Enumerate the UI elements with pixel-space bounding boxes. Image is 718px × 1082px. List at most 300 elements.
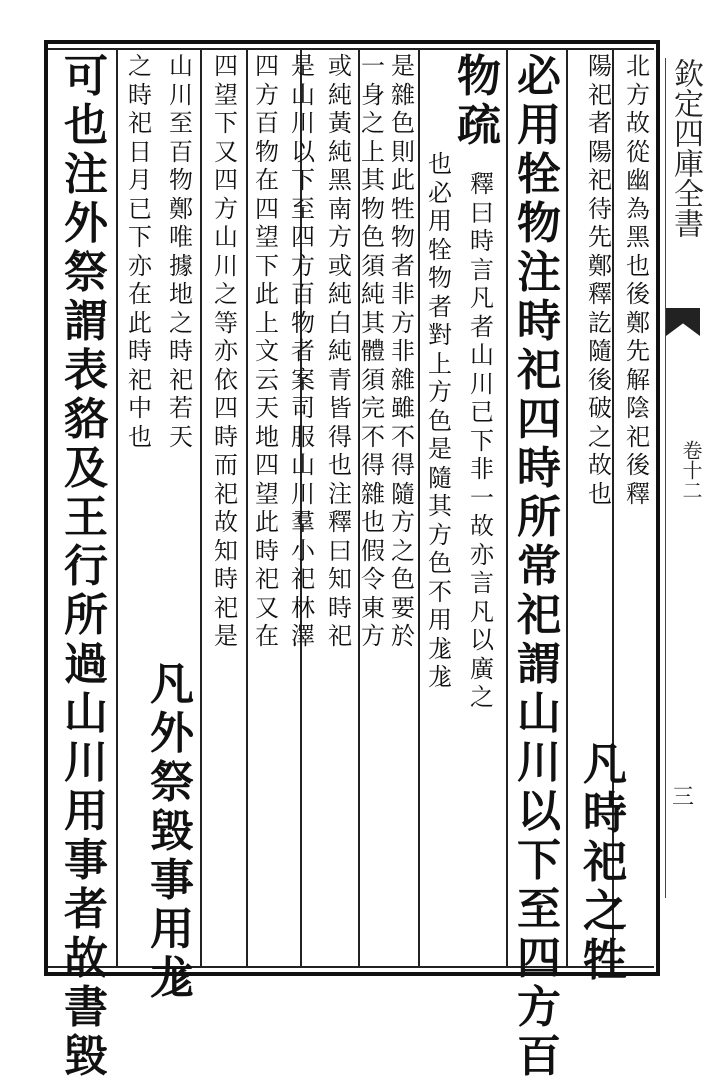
- text-char: 之: [391, 536, 415, 565]
- text-char: 幽: [626, 166, 650, 194]
- text-char: 陰: [626, 394, 650, 422]
- text-char: 文: [255, 337, 279, 365]
- text-char: 故: [64, 933, 108, 984]
- text-char: 時: [255, 536, 279, 565]
- text-char: 尨: [428, 634, 452, 663]
- column-rule: [200, 48, 202, 966]
- text-char: 等: [214, 308, 238, 337]
- text-char: 南: [328, 194, 352, 223]
- text-char: 以: [517, 786, 561, 837]
- volume-label: 卷十二: [679, 440, 703, 500]
- text-char: 上: [428, 349, 452, 378]
- text-char: 云: [255, 365, 279, 394]
- text-char: 方: [214, 194, 238, 223]
- text-char: 用: [64, 786, 108, 837]
- text-char: 時: [128, 337, 152, 365]
- text-char: 故: [626, 109, 650, 137]
- text-char: 及: [64, 443, 108, 494]
- text-char: 謂: [64, 296, 108, 347]
- text-char: 山: [64, 688, 108, 739]
- text-char: 時: [328, 593, 352, 622]
- text-char: 者: [391, 251, 415, 280]
- text-char: 為: [626, 194, 650, 223]
- text-char: 物: [517, 198, 561, 249]
- text-char: 川: [169, 80, 193, 109]
- text-char: 四: [517, 394, 561, 445]
- text-char: 日: [128, 137, 152, 166]
- text-char: 下: [214, 109, 238, 137]
- page-number: 三: [672, 785, 695, 810]
- text-char: 隨: [428, 463, 452, 492]
- text-char: 百: [169, 137, 193, 166]
- text-char: 以: [291, 137, 315, 166]
- text-char: 色: [391, 565, 415, 593]
- text-char: 在: [255, 166, 279, 194]
- text-char: 純: [328, 137, 352, 166]
- text-char: 後: [588, 365, 612, 394]
- text-char: 不: [428, 577, 452, 606]
- text-char: 疏: [457, 100, 501, 151]
- text-char: 之: [583, 886, 627, 937]
- text-char: 此: [391, 166, 415, 194]
- text-char: 物: [428, 264, 452, 292]
- text-char: 王: [64, 492, 108, 543]
- text-char: 此: [255, 280, 279, 308]
- text-char: 假: [361, 536, 385, 565]
- text-char: 知: [214, 536, 238, 565]
- text-char: 鄭: [169, 194, 193, 223]
- text-column-6: [460, 170, 504, 966]
- text-char: 時: [470, 227, 494, 255]
- text-char: 方: [255, 80, 279, 109]
- text-char: 牷: [517, 149, 561, 200]
- text-char: 方: [428, 378, 452, 406]
- text-char: 望: [255, 223, 279, 251]
- text-char: 至: [517, 884, 561, 935]
- text-column-16: [122, 52, 158, 966]
- text-char: 一: [361, 52, 385, 80]
- text-char: 要: [391, 593, 415, 622]
- text-char: 者: [470, 312, 494, 341]
- text-char: 待: [588, 194, 612, 223]
- text-char: 司: [291, 394, 315, 422]
- text-char: 亦: [128, 251, 152, 280]
- text-char: 雖: [391, 394, 415, 422]
- text-char: 須: [361, 365, 385, 394]
- text-char: 隨: [391, 479, 415, 508]
- text-char: 凡: [583, 739, 627, 790]
- text-char: 訖: [588, 308, 612, 337]
- text-char: 後: [626, 280, 650, 308]
- text-char: 完: [361, 394, 385, 422]
- text-char: 色: [428, 406, 452, 435]
- text-char: 先: [588, 223, 612, 251]
- text-char: 或: [328, 52, 352, 80]
- text-char: 得: [328, 422, 352, 451]
- text-char: 又: [214, 137, 238, 166]
- text-char: 謂: [517, 639, 561, 690]
- text-char: 黃: [328, 109, 352, 137]
- text-char: 從: [626, 137, 650, 166]
- text-char: 上: [361, 137, 385, 166]
- text-char: 純: [328, 80, 352, 109]
- text-char: 黑: [626, 223, 650, 251]
- text-column-4: [512, 51, 566, 1082]
- text-column-3: [574, 739, 636, 986]
- text-char: 案: [291, 365, 315, 394]
- text-char: 方: [391, 508, 415, 536]
- text-column-9: [358, 52, 388, 966]
- text-char: 物: [361, 194, 385, 223]
- text-char: 其: [361, 308, 385, 337]
- text-char: 身: [361, 80, 385, 109]
- text-char: 四: [255, 451, 279, 479]
- text-char: 時: [517, 443, 561, 494]
- text-column-17: [56, 51, 116, 1082]
- text-char: 陽: [588, 137, 612, 166]
- text-char: 北: [626, 52, 650, 80]
- text-char: 時: [214, 422, 238, 451]
- text-char: 不: [361, 422, 385, 451]
- text-char: 事: [64, 835, 108, 886]
- text-char: 在: [128, 280, 152, 308]
- text-char: 青: [328, 365, 352, 394]
- text-char: 用: [428, 606, 452, 634]
- text-char: 陽: [588, 52, 612, 80]
- text-char: 一: [470, 483, 494, 512]
- text-char: 祀: [128, 365, 152, 394]
- text-char: 祀: [214, 479, 238, 508]
- text-char: 黑: [328, 166, 352, 194]
- text-char: 在: [255, 622, 279, 650]
- text-char: 用: [517, 100, 561, 151]
- text-char: 川: [517, 737, 561, 788]
- text-char: 也: [428, 150, 452, 178]
- text-char: 色: [391, 109, 415, 137]
- text-char: 注: [328, 479, 352, 508]
- text-char: 物: [169, 166, 193, 194]
- text-char: 此: [255, 508, 279, 536]
- text-char: 解: [626, 365, 650, 394]
- text-char: 川: [64, 737, 108, 788]
- text-char: 也: [588, 479, 612, 508]
- column-rule: [116, 48, 118, 966]
- text-char: 天: [255, 394, 279, 422]
- text-char: 方: [626, 80, 650, 109]
- text-char: 方: [517, 982, 561, 1033]
- text-char: 對: [428, 321, 452, 349]
- text-char: 釋: [328, 508, 352, 536]
- text-char: 時: [214, 565, 238, 593]
- text-char: 於: [391, 622, 415, 650]
- text-column-10: [322, 52, 358, 966]
- text-char: 其: [428, 492, 452, 520]
- text-char: 物: [391, 223, 415, 251]
- text-char: 下: [255, 251, 279, 280]
- text-char: 時: [128, 80, 152, 109]
- text-char: 曰: [328, 536, 352, 565]
- text-char: 月: [128, 166, 152, 194]
- text-char: 所: [517, 492, 561, 543]
- text-char: 言: [470, 569, 494, 597]
- column-rule: [506, 48, 508, 966]
- text-char: 過: [64, 639, 108, 690]
- text-char: 祀: [214, 593, 238, 622]
- text-char: 行: [64, 541, 108, 592]
- book-title: 欽定四庫全書: [668, 58, 703, 238]
- text-char: 至: [291, 194, 315, 223]
- text-char: 得: [361, 451, 385, 479]
- text-char: 唯: [169, 223, 193, 251]
- text-char: 祀: [517, 345, 561, 396]
- text-char: 注: [64, 149, 108, 200]
- text-char: 百: [517, 1031, 561, 1082]
- text-char: 非: [391, 280, 415, 308]
- text-char: 小: [291, 536, 315, 565]
- text-char: 凡: [150, 659, 194, 710]
- text-char: 山: [214, 223, 238, 251]
- text-char: 祀: [291, 565, 315, 593]
- text-char: 知: [328, 565, 352, 593]
- text-char: 鄭: [588, 251, 612, 280]
- text-char: 貉: [64, 394, 108, 445]
- text-char: 據: [169, 251, 193, 280]
- text-char: 是: [291, 52, 315, 80]
- text-char: 物: [255, 137, 279, 166]
- text-char: 之: [169, 308, 193, 337]
- text-char: 時: [169, 337, 193, 365]
- text-column-13: [206, 52, 246, 966]
- text-char: 祀: [128, 109, 152, 137]
- text-char: 雜: [391, 365, 415, 394]
- text-char: 故: [214, 508, 238, 536]
- text-char: 是: [214, 622, 238, 650]
- text-char: 川: [291, 109, 315, 137]
- text-char: 祀: [583, 837, 627, 888]
- text-char: 尨: [428, 663, 452, 691]
- text-char: 澤: [291, 622, 315, 650]
- text-char: 山: [517, 688, 561, 739]
- text-char: 不: [391, 422, 415, 451]
- text-char: 雜: [391, 80, 415, 109]
- text-char: 山: [291, 80, 315, 109]
- text-column-8: [388, 52, 418, 966]
- text-char: 皆: [328, 394, 352, 422]
- text-char: 祀: [169, 365, 193, 394]
- text-char: 廣: [470, 654, 494, 683]
- text-char: 之: [214, 280, 238, 308]
- text-char: 方: [428, 520, 452, 549]
- text-char: 祀: [626, 422, 650, 451]
- text-char: 而: [214, 451, 238, 479]
- text-char: 凡: [470, 597, 494, 626]
- text-char: 山: [169, 52, 193, 80]
- text-column-12: [250, 52, 284, 966]
- text-char: 非: [470, 455, 494, 483]
- text-char: 上: [255, 308, 279, 337]
- text-char: 色: [428, 549, 452, 577]
- text-char: 必: [428, 178, 452, 207]
- text-char: 四: [214, 166, 238, 194]
- text-char: 祀: [588, 80, 612, 109]
- text-char: 百: [291, 280, 315, 308]
- text-char: 純: [328, 337, 352, 365]
- text-char: 也: [128, 422, 152, 451]
- text-char: 又: [255, 593, 279, 622]
- text-char: 故: [588, 451, 612, 479]
- text-char: 鄭: [626, 308, 650, 337]
- text-char: 下: [517, 835, 561, 886]
- column-rule: [246, 48, 248, 966]
- text-char: 或: [328, 251, 352, 280]
- text-char: 祭: [150, 757, 194, 808]
- text-char: 是: [391, 52, 415, 80]
- text-char: 釋: [626, 479, 650, 508]
- text-char: 時: [583, 788, 627, 839]
- text-char: 言: [470, 255, 494, 284]
- text-char: 體: [361, 337, 385, 365]
- text-char: 川: [291, 479, 315, 508]
- text-char: 下: [470, 426, 494, 455]
- text-char: 百: [255, 109, 279, 137]
- text-char: 之: [128, 52, 152, 80]
- text-char: 山: [291, 451, 315, 479]
- text-char: 注: [517, 247, 561, 298]
- text-char: 方: [291, 251, 315, 280]
- text-char: 書: [64, 982, 108, 1033]
- text-char: 用: [150, 904, 194, 955]
- text-char: 外: [150, 708, 194, 759]
- text-char: 之: [588, 422, 612, 451]
- text-char: 天: [169, 422, 193, 451]
- text-char: 中: [128, 394, 152, 422]
- text-char: 祀: [588, 166, 612, 194]
- text-char: 林: [291, 593, 315, 622]
- text-char: 牷: [428, 235, 452, 264]
- text-char: 可: [64, 51, 108, 102]
- text-char: 雜: [361, 479, 385, 508]
- text-char: 後: [626, 451, 650, 479]
- text-char: 常: [517, 541, 561, 592]
- text-char: 已: [128, 194, 152, 223]
- text-char: 山: [470, 341, 494, 369]
- text-char: 破: [588, 394, 612, 422]
- text-char: 也: [328, 451, 352, 479]
- text-char: 服: [291, 422, 315, 451]
- text-char: 四: [517, 933, 561, 984]
- text-char: 故: [470, 512, 494, 540]
- text-char: 外: [64, 198, 108, 249]
- text-char: 用: [428, 207, 452, 235]
- text-char: 者: [64, 884, 108, 935]
- text-char: 四: [255, 52, 279, 80]
- text-char: 方: [391, 308, 415, 337]
- text-char: 曰: [470, 198, 494, 227]
- text-char: 是: [428, 435, 452, 463]
- text-char: 四: [291, 223, 315, 251]
- text-char: 表: [64, 345, 108, 396]
- text-char: 物: [457, 51, 501, 102]
- top-rule: [48, 48, 654, 50]
- text-char: 至: [169, 109, 193, 137]
- text-char: 也: [626, 251, 650, 280]
- text-char: 川: [470, 369, 494, 398]
- text-column-7: [420, 150, 460, 966]
- text-char: 物: [291, 308, 315, 337]
- text-char: 亦: [214, 337, 238, 365]
- text-char: 下: [291, 166, 315, 194]
- text-char: 祀: [255, 565, 279, 593]
- text-char: 毀: [64, 1031, 108, 1082]
- text-char: 下: [128, 223, 152, 251]
- text-char: 此: [128, 308, 152, 337]
- text-char: 亦: [470, 540, 494, 569]
- text-char: 之: [361, 109, 385, 137]
- text-char: 隨: [588, 337, 612, 365]
- text-char: 者: [428, 292, 452, 321]
- text-char: 祭: [64, 247, 108, 298]
- text-char: 以: [470, 626, 494, 654]
- text-char: 先: [626, 337, 650, 365]
- text-char: 釋: [588, 280, 612, 308]
- text-char: 得: [391, 451, 415, 479]
- text-char: 四: [214, 52, 238, 80]
- text-char: 非: [391, 337, 415, 365]
- text-char: 事: [150, 855, 194, 906]
- text-char: 羣: [291, 508, 315, 536]
- text-char: 牲: [391, 194, 415, 223]
- text-char: 也: [361, 508, 385, 536]
- text-char: 方: [328, 223, 352, 251]
- text-char: 須: [361, 251, 385, 280]
- text-char: 方: [361, 622, 385, 650]
- text-char: 則: [391, 137, 415, 166]
- text-char: 川: [214, 251, 238, 280]
- text-char: 時: [517, 296, 561, 347]
- text-char: 望: [255, 479, 279, 508]
- text-char: 四: [255, 194, 279, 223]
- text-char: 之: [470, 683, 494, 711]
- text-char: 牲: [583, 935, 627, 986]
- column-rule: [566, 48, 568, 966]
- text-char: 必: [517, 51, 561, 102]
- text-column-11: [284, 52, 322, 966]
- text-char: 釋: [470, 170, 494, 198]
- text-char: 純: [361, 280, 385, 308]
- text-char: 依: [214, 365, 238, 394]
- text-char: 地: [255, 422, 279, 451]
- text-char: 凡: [470, 284, 494, 312]
- text-char: 色: [361, 223, 385, 251]
- text-char: 地: [169, 280, 193, 308]
- text-char: 也: [64, 100, 108, 151]
- text-char: 若: [169, 394, 193, 422]
- text-char: 祀: [517, 590, 561, 641]
- text-char: 所: [64, 590, 108, 641]
- text-char: 尨: [150, 953, 194, 1004]
- text-char: 純: [328, 280, 352, 308]
- text-char: 白: [328, 308, 352, 337]
- text-char: 者: [291, 337, 315, 365]
- text-char: 望: [214, 80, 238, 109]
- text-char: 者: [588, 109, 612, 137]
- text-char: 毀: [150, 806, 194, 857]
- text-char: 其: [361, 166, 385, 194]
- text-char: 四: [214, 394, 238, 422]
- text-char: 已: [470, 398, 494, 426]
- text-char: 東: [361, 593, 385, 622]
- text-char: 祀: [328, 622, 352, 650]
